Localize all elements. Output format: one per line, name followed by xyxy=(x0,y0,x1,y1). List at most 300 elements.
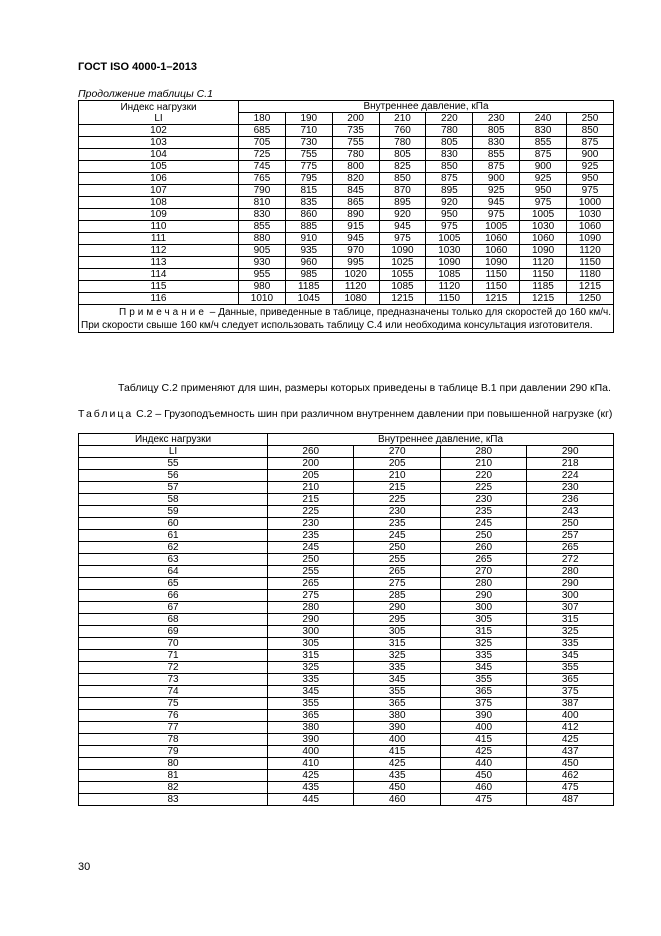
load-index-cell: 104 xyxy=(79,149,239,161)
load-value-cell: 220 xyxy=(440,470,526,482)
load-value-cell: 900 xyxy=(473,173,520,185)
load-value-cell: 475 xyxy=(527,782,614,794)
load-value-cell: 265 xyxy=(527,542,614,554)
table-row xyxy=(79,161,614,173)
load-value-cell: 205 xyxy=(354,458,440,470)
table-row xyxy=(79,782,614,794)
table1-pressure-cell: 210 xyxy=(379,113,426,125)
load-value-cell: 210 xyxy=(440,458,526,470)
table2-pressure-cell: 290 xyxy=(527,446,614,458)
load-value-cell: 945 xyxy=(332,233,379,245)
load-value-cell: 230 xyxy=(527,482,614,494)
load-value-cell: 265 xyxy=(440,554,526,566)
table-row xyxy=(79,470,614,482)
load-value-cell: 1120 xyxy=(520,257,567,269)
load-value-cell: 1090 xyxy=(426,257,473,269)
load-value-cell: 880 xyxy=(239,233,286,245)
load-index-cell: 75 xyxy=(79,698,268,710)
load-value-cell: 1060 xyxy=(567,221,614,233)
load-value-cell: 290 xyxy=(354,602,440,614)
table-row xyxy=(79,686,614,698)
load-index-cell: 72 xyxy=(79,662,268,674)
load-value-cell: 315 xyxy=(440,626,526,638)
load-value-cell: 265 xyxy=(268,578,354,590)
table2-label: Таблица xyxy=(78,408,134,420)
load-value-cell: 1000 xyxy=(567,197,614,209)
table2-pressure-cell: 260 xyxy=(268,446,354,458)
table-c1 xyxy=(78,100,614,333)
load-value-cell: 1090 xyxy=(473,257,520,269)
table-row xyxy=(79,281,614,293)
load-index-cell: 71 xyxy=(79,650,268,662)
page-number: 30 xyxy=(78,861,91,873)
table1-continuation-caption: Продолжение таблицы С.1 xyxy=(78,88,213,100)
load-value-cell: 1060 xyxy=(520,233,567,245)
load-value-cell: 300 xyxy=(527,590,614,602)
load-value-cell: 218 xyxy=(527,458,614,470)
load-value-cell: 1215 xyxy=(473,293,520,305)
table-row xyxy=(79,185,614,197)
load-value-cell: 235 xyxy=(268,530,354,542)
load-value-cell: 265 xyxy=(354,566,440,578)
load-value-cell: 250 xyxy=(268,554,354,566)
load-value-cell: 1080 xyxy=(332,293,379,305)
load-value-cell: 780 xyxy=(332,149,379,161)
load-value-cell: 1215 xyxy=(520,293,567,305)
table1-pressure-cell: 250 xyxy=(567,113,614,125)
table-row xyxy=(79,590,614,602)
table-row xyxy=(79,458,614,470)
table-row xyxy=(79,494,614,506)
load-value-cell: 325 xyxy=(527,626,614,638)
load-value-cell: 285 xyxy=(354,590,440,602)
load-value-cell: 290 xyxy=(440,590,526,602)
table-row xyxy=(79,209,614,221)
table-row xyxy=(79,710,614,722)
load-value-cell: 300 xyxy=(440,602,526,614)
load-value-cell: 450 xyxy=(354,782,440,794)
load-index-cell: 67 xyxy=(79,602,268,614)
table-row xyxy=(79,614,614,626)
load-value-cell: 355 xyxy=(527,662,614,674)
load-index-cell: 59 xyxy=(79,506,268,518)
load-value-cell: 250 xyxy=(440,530,526,542)
table2-caption xyxy=(78,408,614,420)
load-index-cell: 60 xyxy=(79,518,268,530)
load-value-cell: 920 xyxy=(379,209,426,221)
load-value-cell: 305 xyxy=(440,614,526,626)
table-row xyxy=(79,482,614,494)
load-value-cell: 345 xyxy=(527,650,614,662)
load-value-cell: 915 xyxy=(332,221,379,233)
load-value-cell: 950 xyxy=(520,185,567,197)
load-value-cell: 890 xyxy=(332,209,379,221)
table-row xyxy=(79,197,614,209)
load-value-cell: 275 xyxy=(268,590,354,602)
load-value-cell: 705 xyxy=(239,137,286,149)
load-value-cell: 290 xyxy=(268,614,354,626)
load-value-cell: 810 xyxy=(239,197,286,209)
table-row xyxy=(79,221,614,233)
load-value-cell: 865 xyxy=(332,197,379,209)
document-header: ГОСТ ISO 4000-1–2013 xyxy=(78,61,197,73)
load-value-cell: 765 xyxy=(239,173,286,185)
load-value-cell: 365 xyxy=(527,674,614,686)
load-value-cell: 1005 xyxy=(426,233,473,245)
load-value-cell: 425 xyxy=(268,770,354,782)
table-row xyxy=(79,578,614,590)
load-value-cell: 830 xyxy=(239,209,286,221)
load-value-cell: 250 xyxy=(354,542,440,554)
load-value-cell: 975 xyxy=(567,185,614,197)
load-value-cell: 315 xyxy=(268,650,354,662)
load-value-cell: 425 xyxy=(440,746,526,758)
load-index-cell: 107 xyxy=(79,185,239,197)
paragraph-table-c2-usage: Таблицу С.2 применяют для шин, размеры которых приведены в таблице В.1 при давлении 290 кПа. xyxy=(118,382,611,394)
load-value-cell: 462 xyxy=(527,770,614,782)
load-value-cell: 875 xyxy=(473,161,520,173)
load-index-cell: 111 xyxy=(79,233,239,245)
load-value-cell: 365 xyxy=(354,698,440,710)
load-value-cell: 375 xyxy=(440,698,526,710)
load-value-cell: 1060 xyxy=(473,233,520,245)
table-c2 xyxy=(78,433,614,806)
table1-pressure-cell: 200 xyxy=(332,113,379,125)
load-value-cell: 830 xyxy=(520,125,567,137)
load-value-cell: 775 xyxy=(285,161,332,173)
load-value-cell: 1090 xyxy=(379,245,426,257)
table-row xyxy=(79,125,614,137)
load-value-cell: 236 xyxy=(527,494,614,506)
load-value-cell: 825 xyxy=(379,161,426,173)
table-row xyxy=(79,650,614,662)
load-value-cell: 400 xyxy=(440,722,526,734)
table1-index-label: Индекс нагрузки xyxy=(120,101,197,113)
table2-index-header: Индекс нагрузки xyxy=(79,434,268,446)
load-value-cell: 460 xyxy=(354,794,440,806)
table-row xyxy=(79,758,614,770)
load-value-cell: 925 xyxy=(520,173,567,185)
load-value-cell: 345 xyxy=(354,674,440,686)
load-value-cell: 355 xyxy=(268,698,354,710)
table1-pressure-cell: 190 xyxy=(285,113,332,125)
load-value-cell: 325 xyxy=(268,662,354,674)
note-label: Примечание xyxy=(119,307,207,318)
load-value-cell: 730 xyxy=(285,137,332,149)
load-value-cell: 855 xyxy=(473,149,520,161)
load-value-cell: 415 xyxy=(440,734,526,746)
load-value-cell: 335 xyxy=(527,638,614,650)
load-value-cell: 735 xyxy=(332,125,379,137)
load-value-cell: 1150 xyxy=(567,257,614,269)
load-value-cell: 935 xyxy=(285,245,332,257)
table-row xyxy=(79,674,614,686)
load-value-cell: 475 xyxy=(440,794,526,806)
load-value-cell: 855 xyxy=(239,221,286,233)
load-value-cell: 235 xyxy=(354,518,440,530)
load-value-cell: 1150 xyxy=(473,269,520,281)
load-value-cell: 930 xyxy=(239,257,286,269)
table1-pressure-cell: 220 xyxy=(426,113,473,125)
load-value-cell: 985 xyxy=(285,269,332,281)
table-row xyxy=(79,293,614,305)
load-value-cell: 200 xyxy=(268,458,354,470)
load-value-cell: 815 xyxy=(285,185,332,197)
load-value-cell: 280 xyxy=(268,602,354,614)
load-value-cell: 975 xyxy=(473,209,520,221)
table-row xyxy=(79,530,614,542)
load-value-cell: 224 xyxy=(527,470,614,482)
load-value-cell: 820 xyxy=(332,173,379,185)
load-value-cell: 205 xyxy=(268,470,354,482)
load-value-cell: 850 xyxy=(379,173,426,185)
load-value-cell: 280 xyxy=(527,566,614,578)
load-value-cell: 250 xyxy=(527,518,614,530)
load-index-cell: 79 xyxy=(79,746,268,758)
table-row xyxy=(79,542,614,554)
load-value-cell: 435 xyxy=(354,770,440,782)
load-value-cell: 215 xyxy=(354,482,440,494)
table2-pressure-cell: 280 xyxy=(440,446,526,458)
load-value-cell: 380 xyxy=(268,722,354,734)
load-value-cell: 1005 xyxy=(473,221,520,233)
load-value-cell: 400 xyxy=(268,746,354,758)
load-value-cell: 245 xyxy=(268,542,354,554)
table-row xyxy=(79,269,614,281)
load-value-cell: 243 xyxy=(527,506,614,518)
load-value-cell: 315 xyxy=(354,638,440,650)
table1-header-row xyxy=(79,101,614,113)
load-index-cell: 103 xyxy=(79,137,239,149)
load-index-cell: 69 xyxy=(79,626,268,638)
table-row xyxy=(79,233,614,245)
load-value-cell: 755 xyxy=(332,137,379,149)
load-value-cell: 335 xyxy=(440,650,526,662)
table-row xyxy=(79,506,614,518)
load-value-cell: 290 xyxy=(527,578,614,590)
load-value-cell: 225 xyxy=(354,494,440,506)
load-value-cell: 905 xyxy=(239,245,286,257)
load-value-cell: 685 xyxy=(239,125,286,137)
load-value-cell: 487 xyxy=(527,794,614,806)
load-value-cell: 805 xyxy=(473,125,520,137)
load-value-cell: 245 xyxy=(440,518,526,530)
load-value-cell: 365 xyxy=(440,686,526,698)
load-value-cell: 780 xyxy=(426,125,473,137)
load-value-cell: 850 xyxy=(426,161,473,173)
table-row xyxy=(79,794,614,806)
table2-pressure-header: Внутреннее давление, кПа xyxy=(268,434,614,446)
load-index-cell: 68 xyxy=(79,614,268,626)
load-value-cell: 725 xyxy=(239,149,286,161)
table-row xyxy=(79,257,614,269)
load-value-cell: 1020 xyxy=(332,269,379,281)
load-value-cell: 1250 xyxy=(567,293,614,305)
table1-pressure-cell: 230 xyxy=(473,113,520,125)
load-value-cell: 895 xyxy=(426,185,473,197)
load-value-cell: 230 xyxy=(268,518,354,530)
load-value-cell: 1120 xyxy=(332,281,379,293)
load-value-cell: 425 xyxy=(527,734,614,746)
load-index-cell: 76 xyxy=(79,710,268,722)
load-index-cell: 64 xyxy=(79,566,268,578)
load-value-cell: 450 xyxy=(440,770,526,782)
load-value-cell: 945 xyxy=(473,197,520,209)
load-value-cell: 835 xyxy=(285,197,332,209)
load-value-cell: 710 xyxy=(285,125,332,137)
load-value-cell: 335 xyxy=(268,674,354,686)
load-value-cell: 255 xyxy=(268,566,354,578)
table2-header-row xyxy=(79,434,614,446)
table-row xyxy=(79,734,614,746)
load-value-cell: 215 xyxy=(268,494,354,506)
load-value-cell: 780 xyxy=(379,137,426,149)
table-row xyxy=(79,722,614,734)
load-value-cell: 355 xyxy=(354,686,440,698)
load-value-cell: 390 xyxy=(268,734,354,746)
load-value-cell: 1055 xyxy=(379,269,426,281)
table-row xyxy=(79,245,614,257)
load-index-cell: 70 xyxy=(79,638,268,650)
load-value-cell: 345 xyxy=(440,662,526,674)
load-value-cell: 450 xyxy=(527,758,614,770)
load-value-cell: 245 xyxy=(354,530,440,542)
load-value-cell: 925 xyxy=(473,185,520,197)
load-index-cell: 66 xyxy=(79,590,268,602)
load-value-cell: 955 xyxy=(239,269,286,281)
load-value-cell: 805 xyxy=(426,137,473,149)
load-value-cell: 755 xyxy=(285,149,332,161)
table-row xyxy=(79,746,614,758)
table1-pressure-cell: 240 xyxy=(520,113,567,125)
table2-li-label: LI xyxy=(79,446,268,458)
load-value-cell: 437 xyxy=(527,746,614,758)
load-value-cell: 920 xyxy=(426,197,473,209)
load-index-cell: 105 xyxy=(79,161,239,173)
load-value-cell: 1030 xyxy=(567,209,614,221)
table-row xyxy=(79,662,614,674)
load-value-cell: 790 xyxy=(239,185,286,197)
table1-pressure-header: Внутреннее давление, кПа xyxy=(239,101,614,113)
load-index-cell: 116 xyxy=(79,293,239,305)
load-value-cell: 325 xyxy=(440,638,526,650)
load-index-cell: 81 xyxy=(79,770,268,782)
load-value-cell: 950 xyxy=(426,209,473,221)
table-row xyxy=(79,137,614,149)
load-value-cell: 1150 xyxy=(473,281,520,293)
table-row xyxy=(79,149,614,161)
table1-li-label: LI xyxy=(154,112,163,124)
load-value-cell: 800 xyxy=(332,161,379,173)
table1-note-row xyxy=(79,305,614,333)
table2-caption-text: С.2 – Грузоподъемность шин при различном внутреннем давлении при повышенной нагрузке (кг) xyxy=(133,408,613,420)
load-value-cell: 210 xyxy=(354,470,440,482)
load-value-cell: 1085 xyxy=(379,281,426,293)
load-value-cell: 1010 xyxy=(239,293,286,305)
load-value-cell: 335 xyxy=(354,662,440,674)
load-index-cell: 61 xyxy=(79,530,268,542)
load-value-cell: 380 xyxy=(354,710,440,722)
table-row xyxy=(79,173,614,185)
load-value-cell: 1185 xyxy=(520,281,567,293)
load-value-cell: 275 xyxy=(354,578,440,590)
load-value-cell: 975 xyxy=(426,221,473,233)
load-index-cell: 78 xyxy=(79,734,268,746)
load-value-cell: 855 xyxy=(520,137,567,149)
load-value-cell: 1030 xyxy=(426,245,473,257)
table1-index-header xyxy=(79,101,239,125)
load-value-cell: 300 xyxy=(268,626,354,638)
load-value-cell: 1150 xyxy=(520,269,567,281)
load-value-cell: 895 xyxy=(379,197,426,209)
load-index-cell: 77 xyxy=(79,722,268,734)
table-row xyxy=(79,698,614,710)
load-value-cell: 390 xyxy=(440,710,526,722)
load-index-cell: 74 xyxy=(79,686,268,698)
load-value-cell: 760 xyxy=(379,125,426,137)
load-value-cell: 440 xyxy=(440,758,526,770)
load-value-cell: 325 xyxy=(354,650,440,662)
load-value-cell: 230 xyxy=(354,506,440,518)
load-value-cell: 980 xyxy=(239,281,286,293)
load-value-cell: 435 xyxy=(268,782,354,794)
load-index-cell: 80 xyxy=(79,758,268,770)
load-index-cell: 109 xyxy=(79,209,239,221)
load-index-cell: 58 xyxy=(79,494,268,506)
load-value-cell: 400 xyxy=(527,710,614,722)
table-row xyxy=(79,518,614,530)
table-row xyxy=(79,602,614,614)
load-value-cell: 830 xyxy=(473,137,520,149)
load-index-cell: 112 xyxy=(79,245,239,257)
load-value-cell: 970 xyxy=(332,245,379,257)
load-index-cell: 108 xyxy=(79,197,239,209)
load-value-cell: 870 xyxy=(379,185,426,197)
load-value-cell: 1005 xyxy=(520,209,567,221)
load-value-cell: 1030 xyxy=(520,221,567,233)
load-value-cell: 315 xyxy=(527,614,614,626)
load-value-cell: 270 xyxy=(440,566,526,578)
load-value-cell: 460 xyxy=(440,782,526,794)
load-value-cell: 280 xyxy=(440,578,526,590)
load-value-cell: 225 xyxy=(268,506,354,518)
load-value-cell: 415 xyxy=(354,746,440,758)
load-value-cell: 445 xyxy=(268,794,354,806)
load-value-cell: 375 xyxy=(527,686,614,698)
load-index-cell: 57 xyxy=(79,482,268,494)
load-value-cell: 412 xyxy=(527,722,614,734)
load-value-cell: 387 xyxy=(527,698,614,710)
load-index-cell: 62 xyxy=(79,542,268,554)
load-index-cell: 83 xyxy=(79,794,268,806)
load-value-cell: 1045 xyxy=(285,293,332,305)
load-value-cell: 425 xyxy=(354,758,440,770)
load-value-cell: 295 xyxy=(354,614,440,626)
load-value-cell: 260 xyxy=(440,542,526,554)
load-value-cell: 900 xyxy=(567,149,614,161)
load-value-cell: 795 xyxy=(285,173,332,185)
load-value-cell: 365 xyxy=(268,710,354,722)
load-value-cell: 975 xyxy=(520,197,567,209)
load-value-cell: 805 xyxy=(379,149,426,161)
load-value-cell: 235 xyxy=(440,506,526,518)
table1-note xyxy=(79,305,614,333)
load-value-cell: 845 xyxy=(332,185,379,197)
load-index-cell: 115 xyxy=(79,281,239,293)
load-value-cell: 1185 xyxy=(285,281,332,293)
load-value-cell: 975 xyxy=(379,233,426,245)
load-value-cell: 1090 xyxy=(567,233,614,245)
